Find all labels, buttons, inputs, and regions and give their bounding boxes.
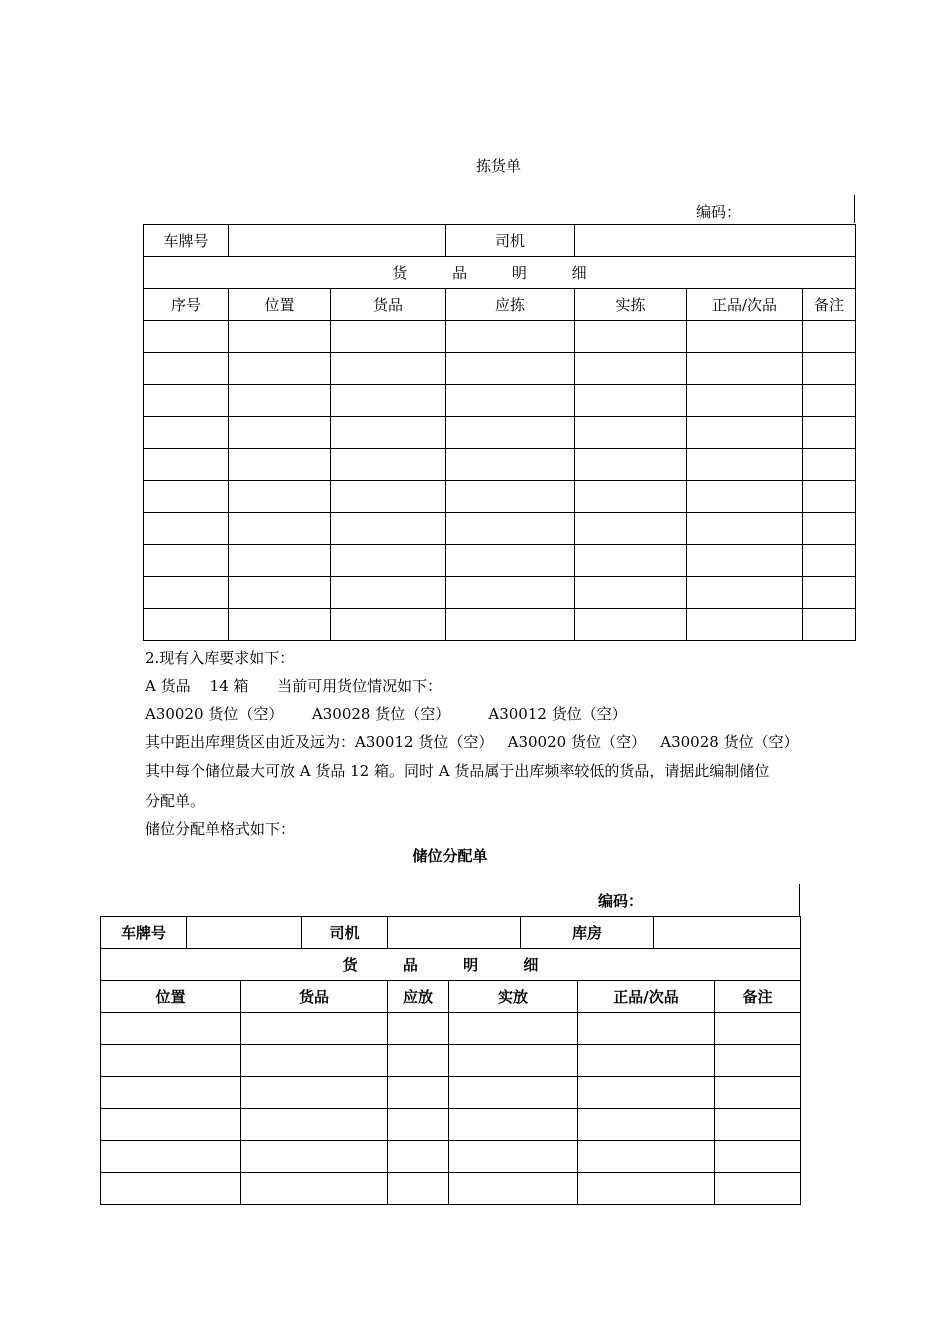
allocation-form-table	[100, 916, 801, 1205]
picking-table-cell[interactable]	[803, 609, 856, 641]
picking-form-header-row	[144, 289, 856, 321]
picking-table-cell[interactable]	[575, 481, 687, 513]
task-line-5: 其中每个储位最大可放 A 货品 12 箱。同时 A 货品属于出库频率较低的货品，请据此编制储位	[145, 762, 770, 780]
picking-table-cell[interactable]	[229, 609, 331, 641]
allocation-column-header: 正品/次品	[578, 981, 715, 1013]
picking-table-cell[interactable]	[575, 577, 687, 609]
picking-table-cell[interactable]	[446, 417, 575, 449]
picking-table-cell[interactable]	[687, 449, 803, 481]
allocation-table-cell[interactable]	[715, 1173, 801, 1205]
allocation-table-cell[interactable]	[449, 1013, 578, 1045]
picking-table-cell[interactable]	[229, 513, 331, 545]
picking-table-cell[interactable]	[803, 481, 856, 513]
alloc-goods-detail-heading: 货 品 明 细	[101, 949, 801, 981]
allocation-table-cell[interactable]	[578, 1141, 715, 1173]
goods-detail-heading: 货 品 明 细	[144, 257, 856, 289]
allocation-table-row	[101, 1045, 801, 1077]
allocation-table-cell[interactable]	[388, 1173, 449, 1205]
picking-table-cell[interactable]	[575, 609, 687, 641]
task-line-4: 其中距出库理货区由近及远为：A30012 货位（空） A30020 货位（空） A30028 货位（空）	[145, 733, 799, 751]
picking-form-info-row	[144, 225, 856, 257]
picking-table-cell[interactable]	[229, 385, 331, 417]
allocation-table-cell[interactable]	[388, 1109, 449, 1141]
picking-form-code-label: 编码：	[696, 203, 742, 221]
picking-table-cell[interactable]	[687, 545, 803, 577]
picking-table-cell[interactable]	[331, 417, 446, 449]
picking-table-cell[interactable]	[229, 545, 331, 577]
picking-table-cell[interactable]	[803, 449, 856, 481]
picking-table-cell[interactable]	[575, 353, 687, 385]
picking-table-cell[interactable]	[803, 417, 856, 449]
allocation-table-cell[interactable]	[449, 1141, 578, 1173]
picking-table-cell[interactable]	[144, 513, 229, 545]
picking-table-row	[144, 385, 856, 417]
picking-table-cell[interactable]	[229, 417, 331, 449]
picking-table-cell[interactable]	[687, 609, 803, 641]
picking-table-cell[interactable]	[803, 385, 856, 417]
picking-table-cell[interactable]	[144, 481, 229, 513]
allocation-column-header: 实放	[449, 981, 578, 1013]
picking-table-cell[interactable]	[575, 417, 687, 449]
allocation-table-cell[interactable]	[578, 1013, 715, 1045]
allocation-form-title: 储位分配单	[412, 847, 488, 865]
alloc-warehouse-label: 库房	[521, 917, 654, 949]
picking-form-table	[143, 224, 856, 641]
allocation-table-cell[interactable]	[449, 1109, 578, 1141]
allocation-table-cell[interactable]	[449, 1045, 578, 1077]
picking-column-header: 货品	[331, 289, 446, 321]
picking-table-cell[interactable]	[331, 385, 446, 417]
picking-table-row	[144, 609, 856, 641]
allocation-column-header: 应放	[388, 981, 449, 1013]
task-line-2: A 货品 14 箱 当前可用货位情况如下：	[145, 677, 443, 695]
picking-table-cell[interactable]	[687, 481, 803, 513]
picking-column-header: 序号	[144, 289, 229, 321]
picking-table-cell[interactable]	[331, 545, 446, 577]
picking-table-row	[144, 353, 856, 385]
allocation-table-cell[interactable]	[241, 1045, 388, 1077]
allocation-table-row	[101, 1173, 801, 1205]
picking-table-cell[interactable]	[331, 353, 446, 385]
picking-table-cell[interactable]	[446, 545, 575, 577]
plate-field[interactable]	[229, 225, 446, 257]
picking-table-row	[144, 545, 856, 577]
picking-table-cell[interactable]	[687, 385, 803, 417]
allocation-table-cell[interactable]	[388, 1141, 449, 1173]
allocation-table-cell[interactable]	[241, 1109, 388, 1141]
allocation-table-cell[interactable]	[715, 1045, 801, 1077]
task-line-1: 2.现有入库要求如下：	[145, 649, 295, 667]
allocation-form-code-label: 编码：	[598, 892, 644, 910]
picking-table-cell[interactable]	[229, 321, 331, 353]
alloc-driver-label: 司机	[302, 917, 388, 949]
allocation-table-cell[interactable]	[388, 1045, 449, 1077]
allocation-column-header: 备注	[715, 981, 801, 1013]
picking-table-cell[interactable]	[446, 577, 575, 609]
picking-table-cell[interactable]	[331, 609, 446, 641]
picking-table-cell[interactable]	[144, 449, 229, 481]
picking-column-header: 位置	[229, 289, 331, 321]
picking-table-cell[interactable]	[687, 353, 803, 385]
picking-table-cell[interactable]	[144, 577, 229, 609]
picking-table-cell[interactable]	[687, 577, 803, 609]
allocation-table-row	[101, 1077, 801, 1109]
picking-form-title: 拣货单	[475, 157, 521, 175]
picking-table-cell[interactable]	[446, 353, 575, 385]
allocation-table-cell[interactable]	[101, 1141, 241, 1173]
picking-table-cell[interactable]	[687, 417, 803, 449]
picking-table-cell[interactable]	[331, 513, 446, 545]
allocation-column-header: 位置	[101, 981, 241, 1013]
picking-table-cell[interactable]	[331, 321, 446, 353]
picking-table-cell[interactable]	[331, 449, 446, 481]
picking-table-cell[interactable]	[803, 321, 856, 353]
allocation-table-cell[interactable]	[241, 1141, 388, 1173]
driver-field[interactable]	[575, 225, 856, 257]
picking-table-row	[144, 449, 856, 481]
allocation-table-cell[interactable]	[241, 1173, 388, 1205]
picking-table-cell[interactable]	[803, 577, 856, 609]
picking-table-row	[144, 417, 856, 449]
picking-column-header: 正品/次品	[687, 289, 803, 321]
allocation-table-cell[interactable]	[388, 1013, 449, 1045]
picking-table-cell[interactable]	[144, 321, 229, 353]
allocation-table-cell[interactable]	[715, 1013, 801, 1045]
plate-label: 车牌号	[144, 225, 229, 257]
picking-table-cell[interactable]	[446, 321, 575, 353]
picking-table-cell[interactable]	[803, 353, 856, 385]
picking-table-row	[144, 577, 856, 609]
picking-table-cell[interactable]	[687, 513, 803, 545]
picking-table-row	[144, 321, 856, 353]
picking-column-header: 实拣	[575, 289, 687, 321]
picking-table-cell[interactable]	[575, 385, 687, 417]
task-line-3: A30020 货位（空） A30028 货位（空） A30012 货位（空）	[145, 705, 627, 723]
picking-table-row	[144, 481, 856, 513]
allocation-table-cell[interactable]	[578, 1045, 715, 1077]
allocation-table-row	[101, 1013, 801, 1045]
allocation-table-row	[101, 1109, 801, 1141]
picking-column-header: 应拣	[446, 289, 575, 321]
allocation-table-cell[interactable]	[101, 1013, 241, 1045]
picking-table-row	[144, 513, 856, 545]
allocation-table-cell[interactable]	[101, 1045, 241, 1077]
picking-table-cell[interactable]	[144, 353, 229, 385]
picking-table-cell[interactable]	[575, 545, 687, 577]
alloc-warehouse-field[interactable]	[654, 917, 801, 949]
picking-table-cell[interactable]	[229, 481, 331, 513]
picking-table-cell[interactable]	[331, 481, 446, 513]
picking-column-header: 备注	[803, 289, 856, 321]
task-line-6: 分配单。	[145, 792, 206, 810]
driver-label: 司机	[446, 225, 575, 257]
allocation-table-cell[interactable]	[241, 1013, 388, 1045]
allocation-form-section-row	[101, 949, 801, 981]
picking-table-cell[interactable]	[575, 513, 687, 545]
picking-table-cell[interactable]	[144, 417, 229, 449]
picking-table-cell[interactable]	[144, 385, 229, 417]
allocation-table-cell[interactable]	[241, 1077, 388, 1109]
picking-table-cell[interactable]	[229, 577, 331, 609]
allocation-table-cell[interactable]	[101, 1109, 241, 1141]
allocation-table-cell[interactable]	[578, 1077, 715, 1109]
picking-table-cell[interactable]	[446, 609, 575, 641]
picking-form-code-area	[143, 195, 855, 223]
picking-table-cell[interactable]	[446, 449, 575, 481]
allocation-table-cell[interactable]	[715, 1109, 801, 1141]
allocation-column-header: 货品	[241, 981, 388, 1013]
allocation-table-cell[interactable]	[449, 1173, 578, 1205]
alloc-driver-field[interactable]	[388, 917, 521, 949]
picking-table-cell[interactable]	[229, 353, 331, 385]
picking-table-cell[interactable]	[446, 481, 575, 513]
picking-table-cell[interactable]	[687, 321, 803, 353]
picking-table-cell[interactable]	[803, 513, 856, 545]
allocation-table-cell[interactable]	[715, 1141, 801, 1173]
allocation-form-header-row	[101, 981, 801, 1013]
picking-table-cell[interactable]	[144, 609, 229, 641]
picking-table-cell[interactable]	[575, 449, 687, 481]
picking-table-cell[interactable]	[229, 449, 331, 481]
allocation-table-cell[interactable]	[578, 1173, 715, 1205]
picking-table-cell[interactable]	[446, 513, 575, 545]
picking-form-section-row	[144, 257, 856, 289]
picking-table-cell[interactable]	[575, 321, 687, 353]
allocation-form-code-area	[100, 884, 800, 916]
allocation-table-cell[interactable]	[388, 1077, 449, 1109]
allocation-table-cell[interactable]	[449, 1077, 578, 1109]
picking-table-cell[interactable]	[331, 577, 446, 609]
picking-table-cell[interactable]	[803, 545, 856, 577]
allocation-table-cell[interactable]	[101, 1173, 241, 1205]
allocation-table-cell[interactable]	[715, 1077, 801, 1109]
picking-table-cell[interactable]	[446, 385, 575, 417]
allocation-table-row	[101, 1141, 801, 1173]
allocation-table-cell[interactable]	[578, 1109, 715, 1141]
alloc-plate-field[interactable]	[187, 917, 302, 949]
task-line-7: 储位分配单格式如下：	[145, 820, 296, 838]
picking-table-cell[interactable]	[144, 545, 229, 577]
allocation-table-cell[interactable]	[101, 1077, 241, 1109]
alloc-plate-label: 车牌号	[101, 917, 187, 949]
allocation-form-info-row	[101, 917, 801, 949]
